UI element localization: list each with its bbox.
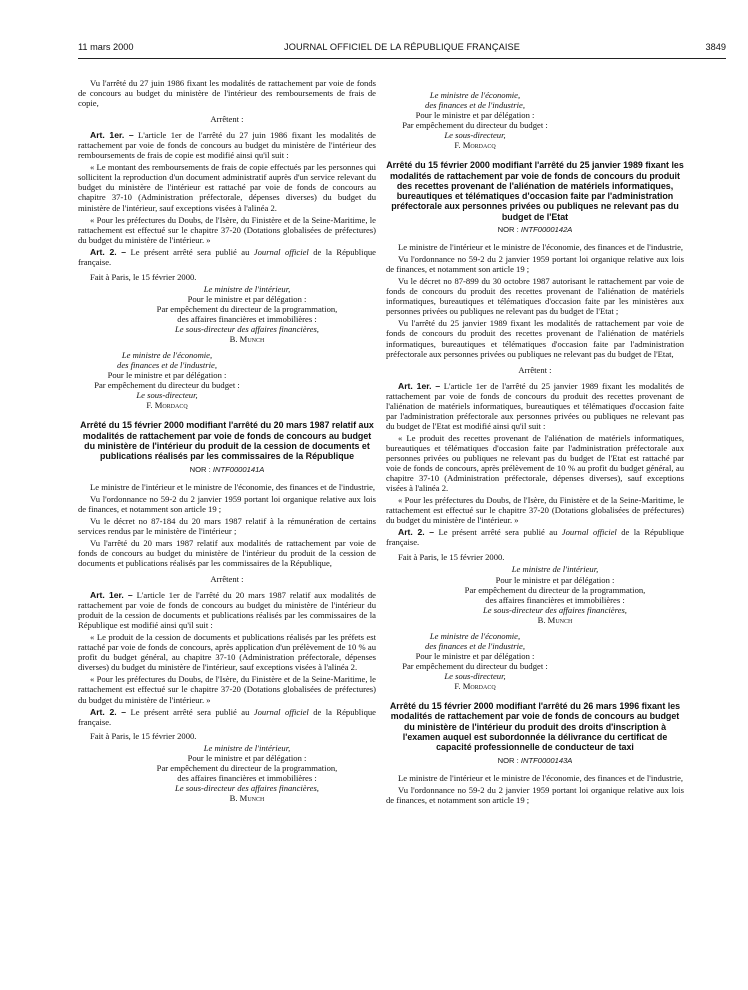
signatory-name: B. Munch xyxy=(537,614,573,625)
nor-reference xyxy=(386,756,684,766)
signature-title: Le ministre de l'intérieur, xyxy=(203,283,291,294)
journal-ref: Journal officiel xyxy=(253,706,309,717)
signature-title: des finances et de l'industrie, xyxy=(425,100,525,111)
signature-line: Par empêchement du directeur de la programmation, xyxy=(464,584,646,595)
quote-paragraph: « Le produit des recettes provenant de l'aliénation de matériels informatiques, bureautiques et télématiques d'occasion faite par l'administration préfectorale aux personnes privées ou publiques ne relevant pas du budget de l'Etat est rattaché par voie de fonds de concours, après prélèvement de 10 % au profit du budget général, au chapitre 37-10 (Administration préfectorale, dépenses diverses), sauf exceptions visées à l'alinéa 2. xyxy=(386,432,684,494)
nor-code: INTF0000143A xyxy=(520,755,573,765)
arretent-heading: Arrêtent : xyxy=(518,364,552,375)
paragraph: Vu l'arrêté du 20 mars 1987 relatif aux modalités de rattachement par voie de fonds de concours au budget du ministère de l'intérieur du produit de la cession de documents et publications réalisés par les commissaires de la République, xyxy=(78,537,376,568)
journal-title: JOURNAL OFFICIEL DE LA RÉPUBLIQUE FRANÇAISE xyxy=(284,42,520,52)
signature-line: Par empêchement du directeur de la programmation, xyxy=(156,762,338,773)
decree-title: Arrêté du 15 février 2000 modifiant l'arrêté du 26 mars 1996 fixant les modalités de rattachement par voie de fonds de concours au budget du ministère de l'intérieur du produit des droits d'inscription à l'examen auquel est subordonnée la délivrance du certificat de capacité professionnelle de conducteur de taxi xyxy=(389,701,681,753)
article-1 xyxy=(78,130,376,160)
paragraph: Vu le décret no 87-899 du 30 octobre 1987 autorisant le rattachement par voie de fonds de concours du produit des recettes provenant de l'aliénation de matériels informatiques, bureautiques et télématiques d'occasion faite par les ministères aux personnes privées ou publiques ne relevant pas du budget de l'Etat ; xyxy=(386,276,684,317)
article-label: Art. 1er. – xyxy=(90,130,134,141)
signature-delegation: Pour le ministre et par délégation : xyxy=(107,370,227,381)
signature-delegation: Pour le ministre et par délégation : xyxy=(415,650,535,661)
signature-block xyxy=(78,743,376,803)
signature-line: Le sous-directeur des affaires financières, xyxy=(175,782,319,793)
fait-line: Fait à Paris, le 15 février 2000. xyxy=(90,271,197,282)
article-text: Le présent arrêté sera publié au xyxy=(130,246,254,257)
signature-block xyxy=(386,564,684,624)
paragraph: Vu l'ordonnance no 59-2 du 2 janvier 1959 portant loi organique relative aux lois de finances, et notamment son article 19 ; xyxy=(386,254,684,275)
signature-delegation: Pour le ministre et par délégation : xyxy=(187,752,307,763)
signature-block xyxy=(78,284,376,344)
page-number: 3849 xyxy=(705,42,726,52)
signature-line: Par empêchement du directeur du budget : xyxy=(402,120,548,131)
article-label: Art. 1er. – xyxy=(90,590,133,601)
article-2 xyxy=(386,527,684,547)
journal-ref: Journal officiel xyxy=(253,246,309,257)
paragraph: Vu l'arrêté du 27 juin 1986 fixant les modalités de rattachement par voie de fonds de concours au budget du ministère de l'intérieur des remboursements de frais de copie, xyxy=(78,78,376,109)
arretent-heading: Arrêtent : xyxy=(210,114,244,125)
signature-delegation: Pour le ministre et par délégation : xyxy=(495,574,615,585)
article-label: Art. 2. – xyxy=(90,246,127,257)
signature-line: Par empêchement du directeur du budget : xyxy=(402,660,548,671)
signature-line: Le sous-directeur des affaires financières, xyxy=(483,604,627,615)
nor-code: INTF0000142A xyxy=(520,225,573,235)
fait-line: Fait à Paris, le 15 février 2000. xyxy=(90,730,197,741)
paragraph: Le ministre de l'intérieur et le ministre de l'économie, des finances et de l'industrie, xyxy=(90,481,376,492)
article-label: Art. 2. – xyxy=(398,527,435,538)
paragraph: Le ministre de l'intérieur et le ministre de l'économie, des finances et de l'industrie, xyxy=(398,772,684,783)
signature-block xyxy=(78,350,376,410)
arretent-heading: Arrêtent : xyxy=(210,574,244,585)
article-2 xyxy=(78,247,376,267)
quote-paragraph: « Pour les préfectures du Doubs, de l'Isère, du Finistère et de la Seine-Maritime, le rattachement est effectué sur le chapitre 37-20 (Dotations globalisées de préfectures) du budget du ministère de l'intérieur. » xyxy=(78,674,376,705)
signature-delegation: Pour le ministre et par délégation : xyxy=(415,110,535,121)
nor-reference xyxy=(386,225,684,235)
header-date: 11 mars 2000 xyxy=(78,42,134,52)
signature-delegation: Pour le ministre et par délégation : xyxy=(187,293,307,304)
signature-title: des finances et de l'industrie, xyxy=(425,640,525,651)
article-text: de la République française. xyxy=(78,246,376,267)
article-1 xyxy=(78,590,376,630)
article-text: L'article 1er de l'arrêté du 25 janvier 1989 fixant les modalités de rattachement par voie de fonds de concours du produit des recettes provenant de l'aliénation de matériels informatiques, bureautiques et télématiques d'occasion faite par l'administration préfectorale aux personnes privées ou publiques ne relevant pas du budget de l'Etat est modifié ainsi qu'il suit : xyxy=(386,380,684,431)
page-header xyxy=(78,42,726,58)
signature-line: Par empêchement du directeur de la programmation, xyxy=(156,303,338,314)
signatory-name: F. Mordacq xyxy=(454,140,496,151)
signature-line: Le sous-directeur des affaires financières, xyxy=(175,324,319,335)
article-2 xyxy=(78,707,376,727)
signature-title: Le ministre de l'intérieur, xyxy=(511,564,599,575)
signature-line: Le sous-directeur, xyxy=(444,130,506,141)
nor-reference xyxy=(78,465,376,475)
signature-line: Le sous-directeur, xyxy=(444,670,506,681)
signature-block xyxy=(386,90,684,150)
signature-block xyxy=(386,631,684,691)
paragraph: Le ministre de l'intérieur et le ministre de l'économie, des finances et de l'industrie, xyxy=(398,242,684,253)
quote-paragraph: « Pour les préfectures du Doubs, de l'Isère, du Finistère et de la Seine-Maritime, le rattachement est effectué sur le chapitre 37-20 (Dotations globalisées de préfectures) du budget du ministère de l'intérieur. » xyxy=(78,214,376,245)
paragraph: Vu l'ordonnance no 59-2 du 2 janvier 1959 portant loi organique relative aux lois de finances, et notamment son article 19 ; xyxy=(386,784,684,805)
article-text: L'article 1er de l'arrêté du 27 juin 1986 fixant les modalités de rattachement par voie de fonds de concours au budget du ministère de l'intérieur des remboursements de frais de copie est modifié ainsi qu'il suit : xyxy=(78,130,376,161)
nor-label: NOR : xyxy=(189,464,211,474)
fait-line: Fait à Paris, le 15 février 2000. xyxy=(398,552,505,563)
signature-line: des affaires financières et immobilières : xyxy=(177,313,317,324)
signature-line: Le sous-directeur, xyxy=(136,390,198,401)
signature-line: des affaires financières et immobilières : xyxy=(485,594,625,605)
decree-title: Arrêté du 15 février 2000 modifiant l'arrêté du 20 mars 1987 relatif aux modalités de rattachement par voie de fonds de concours au budget du ministère de l'intérieur du produit de la cession de documents et publications réalisés par les commissaires de la République xyxy=(80,420,374,462)
paragraph: Vu l'ordonnance no 59-2 du 2 janvier 1959 portant loi organique relative aux lois de finances, et notamment son article 19 ; xyxy=(78,493,376,514)
signatory-name: F. Mordacq xyxy=(454,680,496,691)
right-column xyxy=(386,90,684,807)
decree-title: Arrêté du 15 février 2000 modifiant l'arrêté du 25 janvier 1989 fixant les modalités de rattachement par voie de fonds de concours du produit des recettes provenant de l'aliénation de matériels informatiques, bureautiques et télématiques d'occasion faite par l'administration préfectorale aux personnes privées ou publiques ne relevant pas du budget de l'Etat xyxy=(386,160,684,222)
article-1 xyxy=(386,381,684,431)
quote-paragraph: « Le produit de la cession de documents et publications réalisés par les préfets est rattaché par voie de fonds de concours, après application d'un prélèvement de 10 % au profit du budget général, au chapitre 37-10 (Administration préfectorale, dépenses diverses) du budget du ministère de l'intérieur, sauf exceptions visées à l'alinéa 2. xyxy=(78,632,376,673)
nor-label: NOR : xyxy=(497,225,519,235)
signature-title: Le ministre de l'économie, xyxy=(429,630,521,641)
journal-ref: Journal officiel xyxy=(561,527,617,538)
signature-title: des finances et de l'industrie, xyxy=(117,360,217,371)
signature-title: Le ministre de l'économie, xyxy=(121,350,213,361)
paragraph: Vu le décret no 87-184 du 20 mars 1987 relatif à la rémunération de certains services rendus par le ministère de l'intérieur ; xyxy=(78,515,376,536)
signatory-name: F. Mordacq xyxy=(146,400,188,411)
article-text: L'article 1er de l'arrêté du 20 mars 1987 relatif aux modalités de rattachement par voie de fonds de concours au budget du ministère de l'intérieur du produit de la cession de documents et publications réalisés par les commissaires de la République est modifié ainsi qu'il suit : xyxy=(78,590,376,631)
signature-title: Le ministre de l'intérieur, xyxy=(203,742,291,753)
article-text: Le présent arrêté sera publié au xyxy=(130,706,254,717)
article-text: Le présent arrêté sera publié au xyxy=(438,527,562,538)
article-label: Art. 1er. – xyxy=(398,380,441,391)
nor-label: NOR : xyxy=(497,755,519,765)
signature-line: Par empêchement du directeur du budget : xyxy=(94,380,240,391)
quote-paragraph: « Le montant des remboursements de frais de copie effectués par les personnes qui sollicitent la reproduction d'un document administratif auprès d'un service relevant du budget du ministère de l'intérieur est rattaché par voie de fonds de concours au chapitre 37-10 (Administration préfectorale, dépenses diverses) du budget du ministère de l'intérieur, sauf exceptions visées à l'alinéa 2. xyxy=(78,162,376,213)
left-column xyxy=(78,78,376,809)
signatory-name: B. Munch xyxy=(229,792,265,803)
quote-paragraph: « Pour les préfectures du Doubs, de l'Isère, du Finistère et de la Seine-Maritime, le rattachement est effectué sur le chapitre 37-20 (Dotations globalisées de préfectures) du budget du ministère de l'intérieur. » xyxy=(386,495,684,526)
article-text: de la République française. xyxy=(78,706,376,727)
signatory-name: B. Munch xyxy=(229,334,265,345)
signature-line: des affaires financières et immobilières : xyxy=(177,772,317,783)
header-rule xyxy=(78,58,726,59)
nor-code: INTF0000141A xyxy=(212,464,265,474)
article-label: Art. 2. – xyxy=(90,706,127,717)
article-text: de la République française. xyxy=(386,527,684,548)
paragraph: Vu l'arrêté du 25 janvier 1989 fixant les modalités de rattachement par voie de fonds de concours du produit des recettes provenant de l'aliénation de matériels informatiques, bureautiques et télématiques d'occasion faite par l'administration préfectorale aux personnes privées ou publiques ne relevant pas du budget de l'Etat, xyxy=(386,318,684,359)
signature-title: Le ministre de l'économie, xyxy=(429,90,521,100)
